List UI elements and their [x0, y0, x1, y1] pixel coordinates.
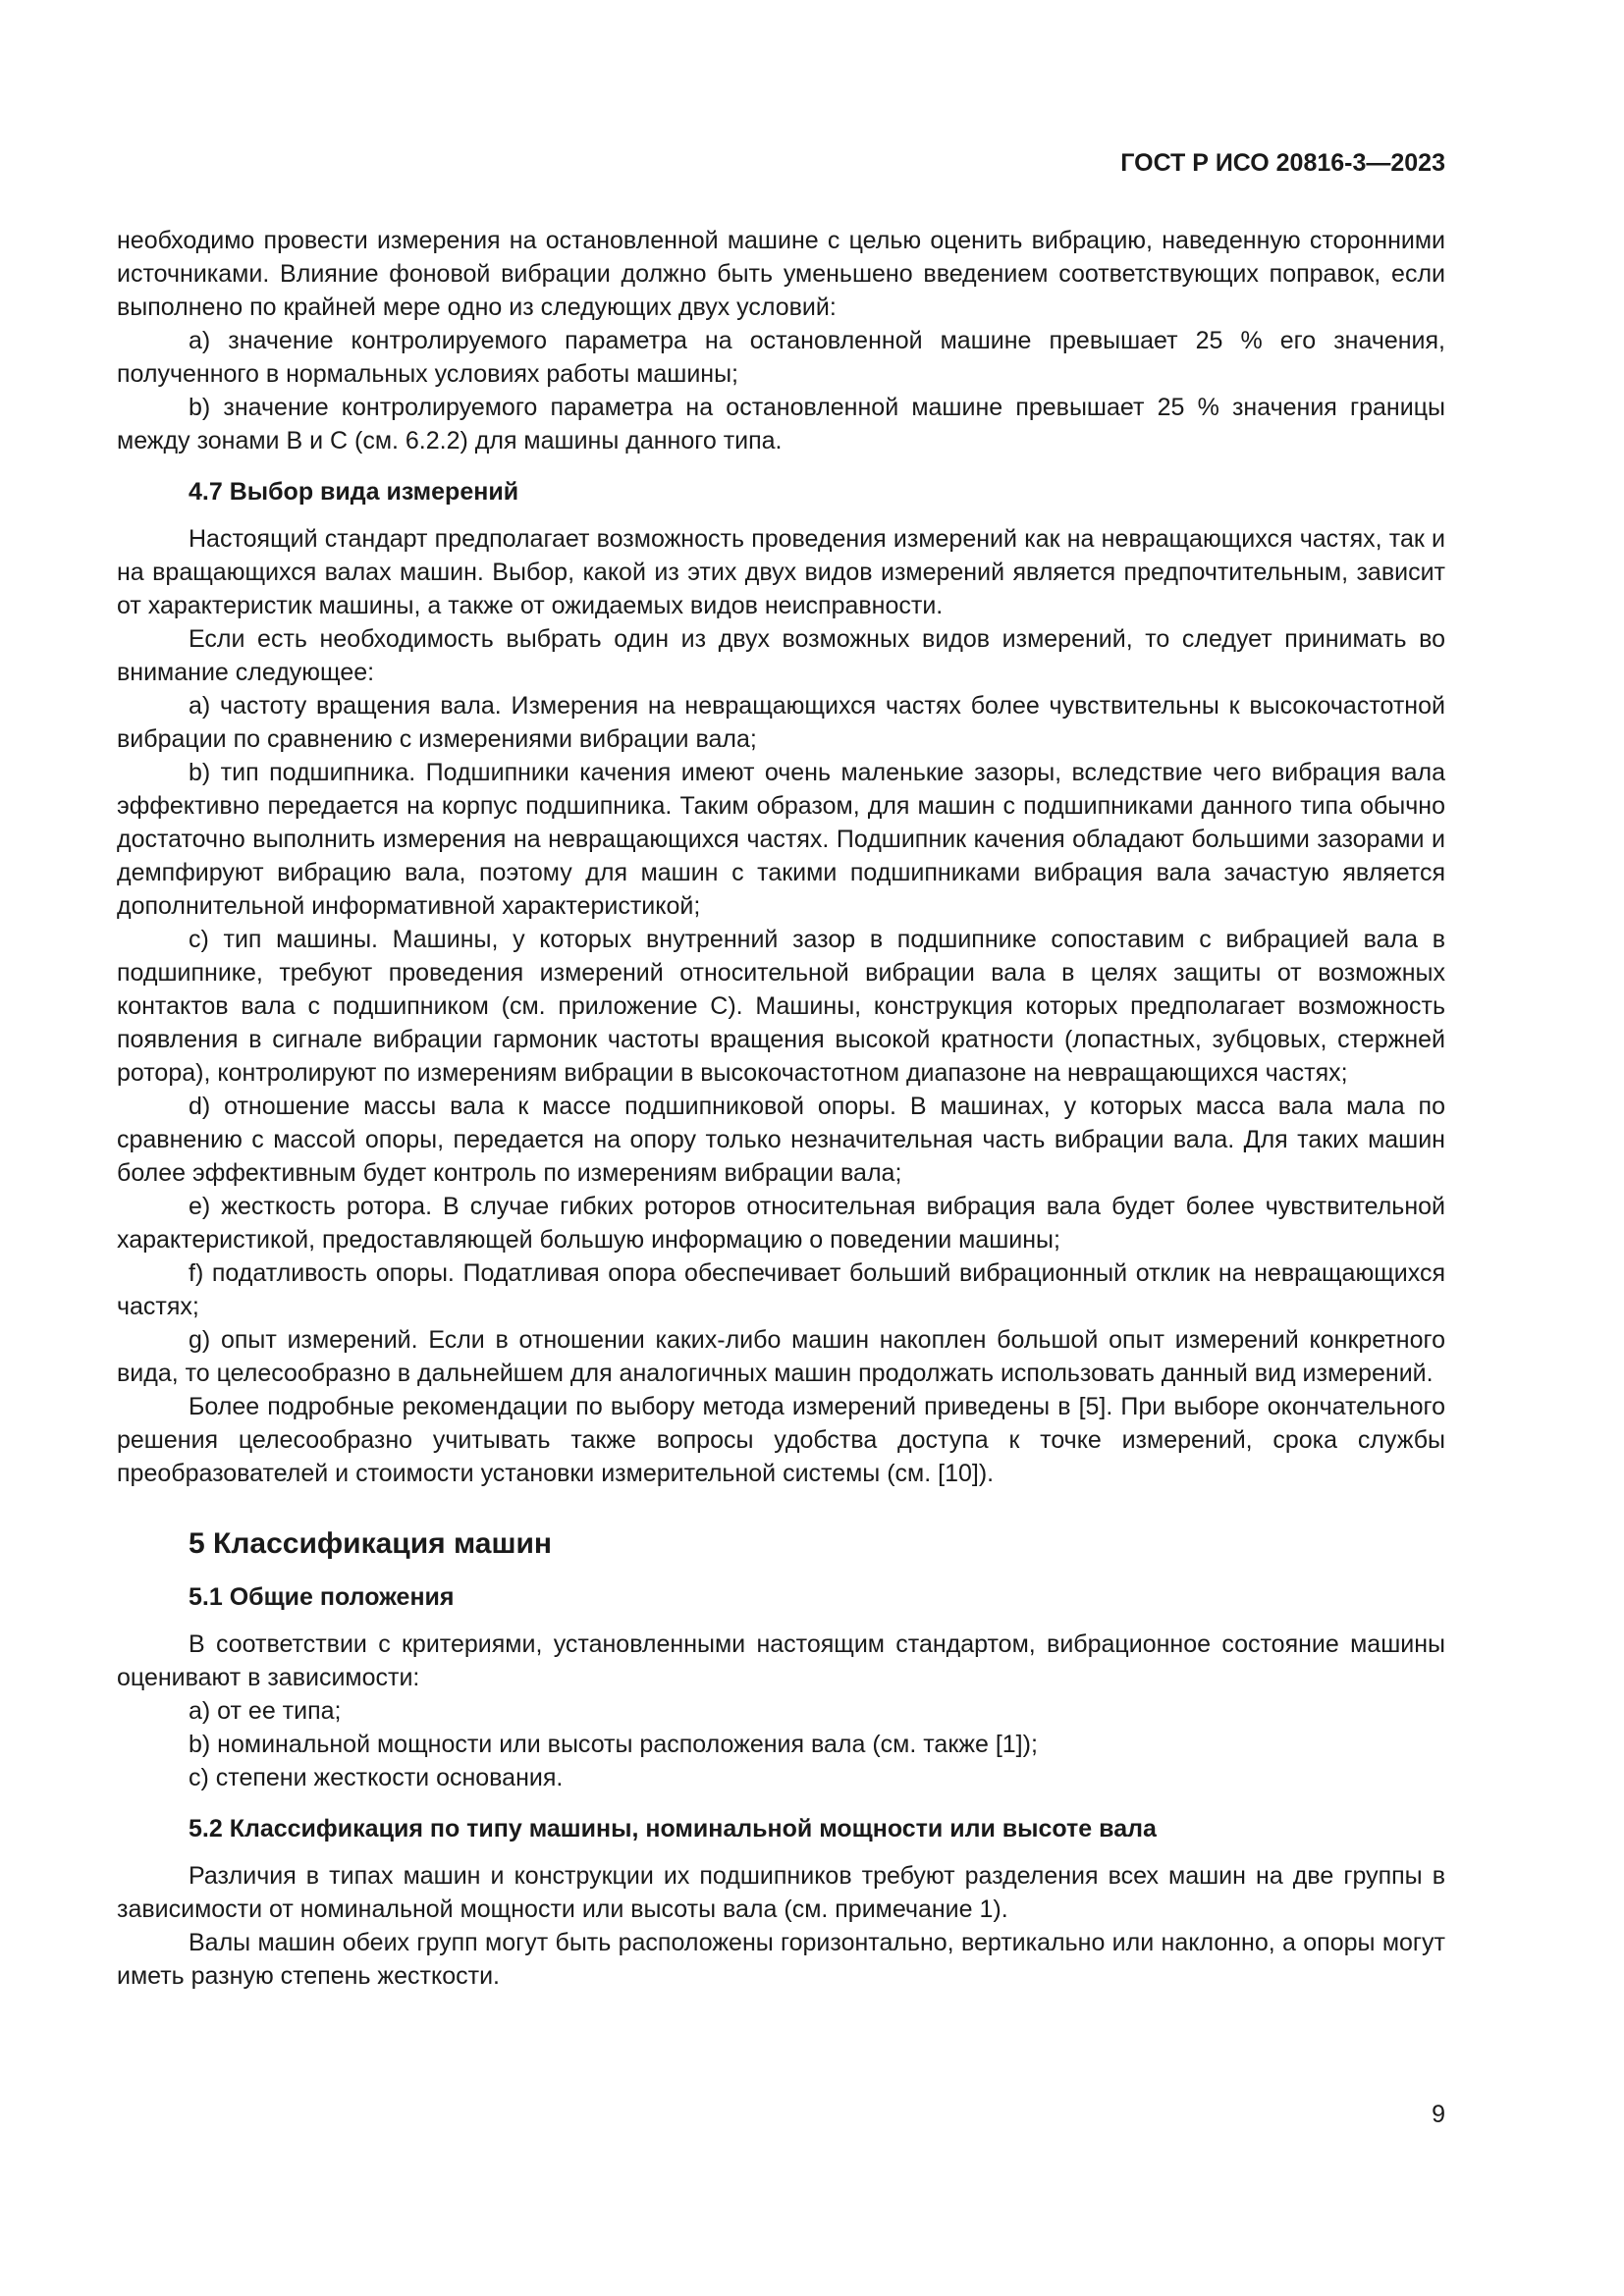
list-item: f) податливость опоры. Податливая опора обеспечивает больший вибрационный отклик на невращающихся частях;	[117, 1259, 1445, 1320]
list-item: d) отношение массы вала к массе подшипниковой опоры. В машинах, у которых масса вала мала по сравнению с массой опоры, передается на опору только незначительная часть вибрации вала. Для таких машин более эффективным будет контроль по измерениям вибрации вала;	[117, 1093, 1445, 1187]
list-item: b) тип подшипника. Подшипники качения имеют очень маленькие зазоры, вследствие чего вибрация вала эффективно передается на корпус подшипника. Таким образом, для машин с подшипниками данного типа обычно достаточно выполнить измерения на невращающихся частях. Подшипник качения обладают большими зазорами и демпфируют вибрацию вала, поэтому для машин с такими подшипниками вибрация вала зачастую является дополнительной информативной характеристикой;	[117, 759, 1445, 920]
list-item: a) от ее типа;	[189, 1697, 342, 1725]
paragraph: Более подробные рекомендации по выбору метода измерений приведены в [5]. При выборе окончательного решения целесообразно учитывать также вопросы удобства доступа к точке измерений, срока службы преобразователей и стоимости установки измерительной системы (см. [10]).	[117, 1393, 1445, 1487]
page-content	[117, 224, 1445, 1993]
section-heading-5: 5 Классификация машин	[189, 1527, 553, 1560]
list-item: a) значение контролируемого параметра на остановленной машине превышает 25 % его значения, полученного в нормальных условиях работы машины;	[117, 327, 1445, 388]
page-number: 9	[1432, 2101, 1445, 2128]
section-heading-5-1: 5.1 Общие положения	[189, 1583, 455, 1611]
list-item: g) опыт измерений. Если в отношении каких-либо машин накоплен большой опыт измерений конкретного вида, то целесообразно в дальнейшем для аналогичных машин продолжать использовать данный вид измерений.	[117, 1326, 1445, 1387]
list-item: a) частоту вращения вала. Измерения на невращающихся частях более чувствительны к высокочастотной вибрации по сравнению с измерениями вибрации вала;	[117, 692, 1445, 753]
paragraph: Настоящий стандарт предполагает возможность проведения измерений как на невращающихся частях, так и на вращающихся валах машин. Выбор, какой из этих двух видов измерений является предпочтительным, зависит от характеристик машины, а также от ожидаемых видов неисправности.	[117, 525, 1445, 619]
section-heading-4-7: 4.7 Выбор вида измерений	[189, 478, 519, 506]
document-code: ГОСТ Р ИСО 20816-3—2023	[1120, 149, 1445, 177]
paragraph: Если есть необходимость выбрать один из двух возможных видов измерений, то следует принимать во внимание следующее:	[117, 625, 1445, 686]
section-heading-5-2: 5.2 Классификация по типу машины, номинальной мощности или высоте вала	[189, 1815, 1157, 1842]
list-item: c) степени жесткости основания.	[189, 1764, 564, 1791]
list-item: b) номинальной мощности или высоты расположения вала (см. также [1]);	[189, 1731, 1038, 1758]
list-item: c) тип машины. Машины, у которых внутренний зазор в подшипнике сопоставим с вибрацией вала в подшипнике, требуют проведения измерений относительной вибрации вала в целях защиты от возможных контактов вала с подшипником (см. приложение С). Машины, конструкция которых предполагает возможность появления в сигнале вибрации гармоник частоты вращения высокой кратности (лопастных, зубцовых, стержней ротора), контролируют по измерениям вибрации в высокочастотном диапазоне на невращающихся частях;	[117, 926, 1445, 1087]
list-item: b) значение контролируемого параметра на остановленной машине превышает 25 % значения границы между зонами B и C (см. 6.2.2) для машины данного типа.	[117, 394, 1445, 454]
paragraph: Валы машин обеих групп могут быть расположены горизонтально, вертикально или наклонно, а опоры могут иметь разную степень жесткости.	[117, 1929, 1445, 1990]
list-item: e) жесткость ротора. В случае гибких роторов относительная вибрация вала будет более чувствительной характеристикой, предоставляющей большую информацию о поведении машины;	[117, 1193, 1445, 1254]
paragraph: необходимо провести измерения на остановленной машине с целью оценить вибрацию, наведенную сторонними источниками. Влияние фоновой вибрации должно быть уменьшено введением соответствующих поправок, если выполнено по крайней мере одно из следующих двух условий:	[117, 227, 1445, 321]
paragraph: Различия в типах машин и конструкции их подшипников требуют разделения всех машин на две группы в зависимости от номинальной мощности или высоты вала (см. примечание 1).	[117, 1862, 1445, 1923]
paragraph: В соответствии с критериями, установленными настоящим стандартом, вибрационное состояние машины оценивают в зависимости:	[117, 1630, 1445, 1691]
